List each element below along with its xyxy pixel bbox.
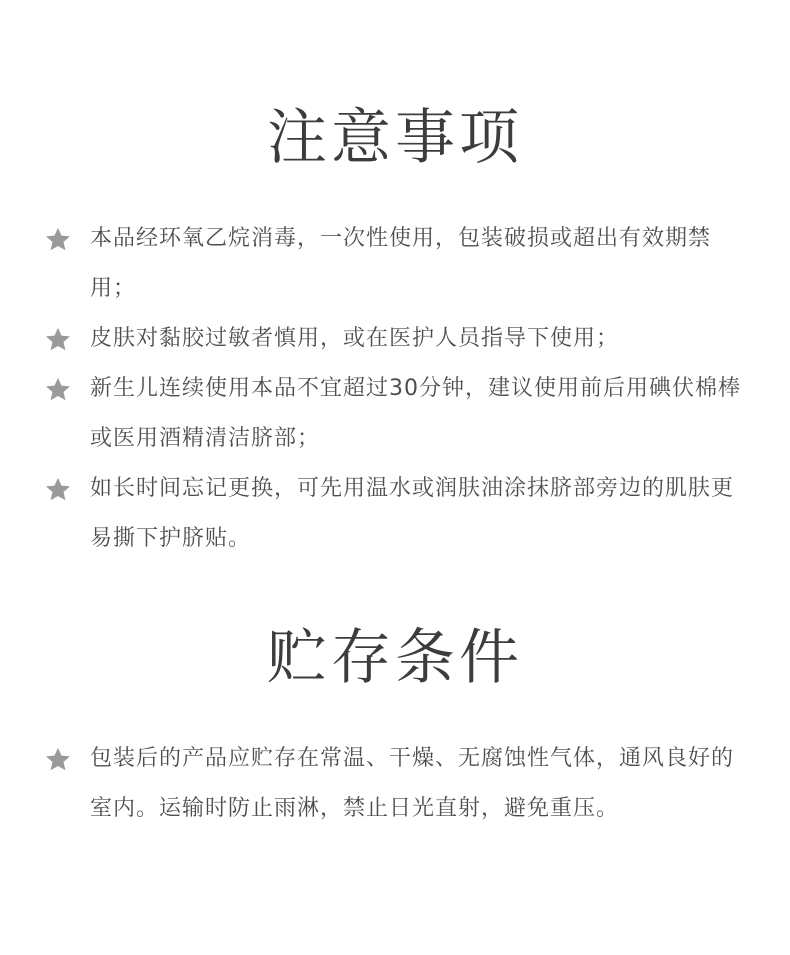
list-item [44, 314, 754, 364]
note-text: 本品经环氧乙烷消毒，一次性使用，包装破损或超出有效期禁用； [90, 226, 712, 301]
notes-list [44, 214, 754, 564]
list-item [44, 214, 754, 314]
star-icon [44, 227, 72, 253]
storage-title: 贮存条件 [267, 623, 523, 693]
star-icon [44, 747, 72, 773]
notes-title: 注意事项 [267, 103, 523, 173]
star-icon [44, 477, 72, 503]
list-item [44, 734, 754, 834]
list-item [44, 464, 754, 564]
storage-list [44, 734, 754, 834]
star-icon [44, 327, 72, 353]
note-text: 皮肤对黏胶过敏者慎用，或在医护人员指导下使用； [90, 326, 620, 351]
note-text: 新生儿连续使用本品不宜超过30分钟，建议使用前后用碘伏棉棒或医用酒精清洁脐部； [90, 376, 741, 451]
note-text: 如长时间忘记更换，可先用温水或润肤油涂抹脐部旁边的肌肤更易撕下护脐贴。 [90, 476, 735, 551]
storage-text: 包装后的产品应贮存在常温、干燥、无腐蚀性气体，通风良好的室内。运输时防止雨淋，禁止日光直射，避免重压。 [90, 746, 735, 821]
list-item [44, 364, 754, 464]
star-icon [44, 377, 72, 403]
